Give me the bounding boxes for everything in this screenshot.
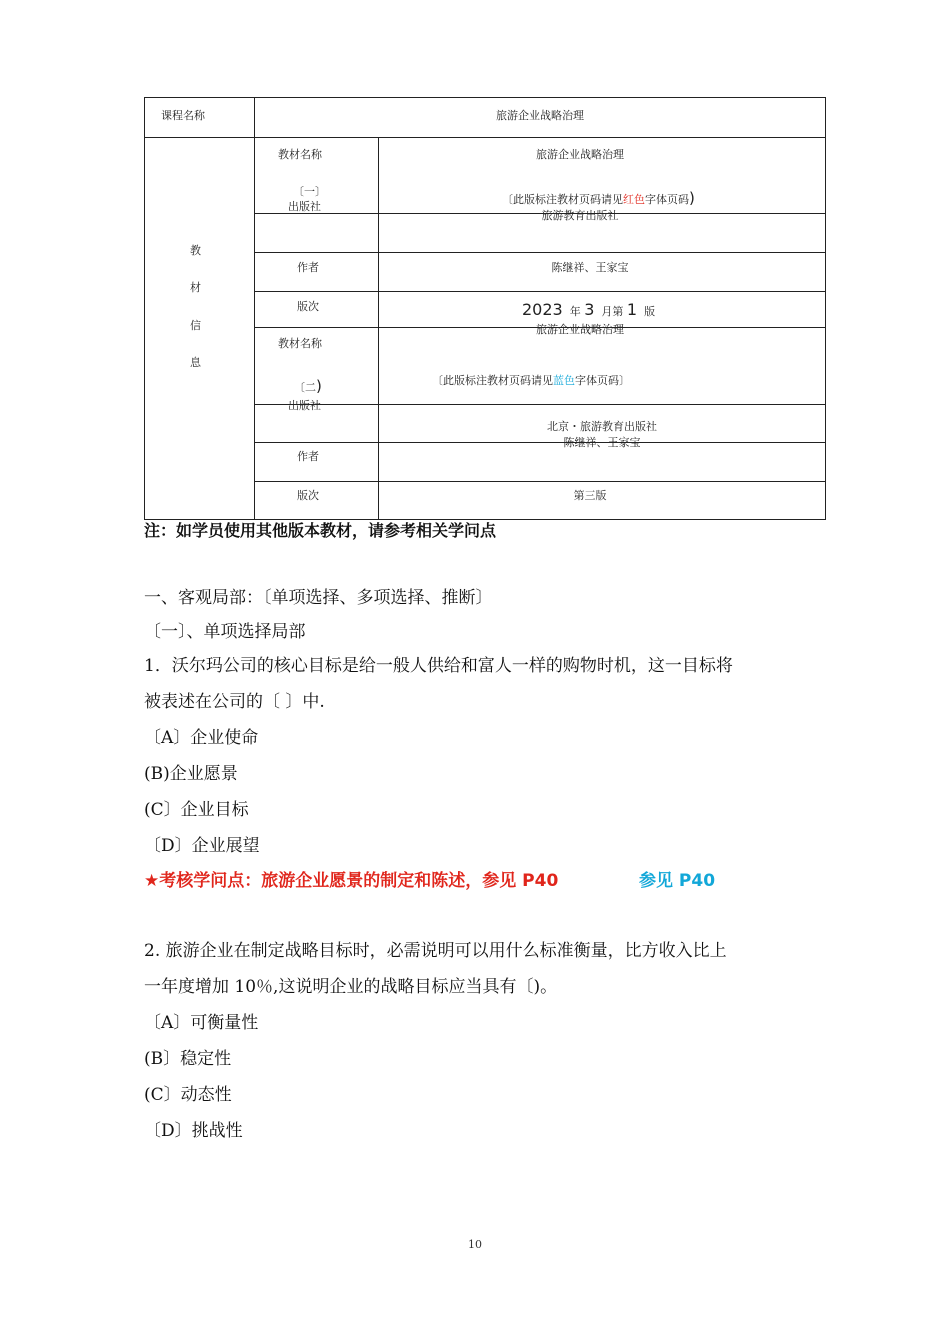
- q1-option-c: (C〕企业目标: [144, 800, 249, 820]
- book1-name-value: 旅游企业战略治理: [536, 148, 624, 161]
- q1-option-b: (B)企业愿景: [144, 764, 238, 784]
- book2-name-value: 旅游企业战略治理: [536, 323, 624, 336]
- page-number: 10: [468, 1238, 482, 1251]
- book2-author-value: 陈继祥、王家宝: [563, 436, 641, 449]
- q2-option-b: (B〕稳定性: [144, 1049, 232, 1069]
- q2-option-a: 〔A〕可衡量性: [144, 1013, 259, 1033]
- note-text: 字体页码: [645, 193, 689, 206]
- q2-option-d: 〔D〕挑战性: [144, 1121, 243, 1141]
- textbook-info-table: [144, 97, 826, 520]
- edition-year: 2023: [522, 300, 563, 319]
- subsection-title: 〔一〕、单项选择局部: [144, 622, 306, 642]
- q2-option-c: (C〕动态性: [144, 1085, 232, 1105]
- note-color-word: 蓝色: [553, 374, 575, 387]
- book1-publisher-value: 旅游教育出版社: [541, 209, 619, 222]
- note-text: 字体页码〕: [575, 374, 630, 387]
- book1-number: 〔一〕: [293, 185, 326, 198]
- book1-page-note: [502, 191, 695, 207]
- edition-month: 3: [584, 300, 595, 319]
- course-name-value: 旅游企业战略治理: [496, 109, 584, 122]
- book2-publisher-label: 出版社: [288, 399, 321, 412]
- book2-number-close: ): [316, 377, 322, 395]
- q1-key-point: ★考核学问点：旅游企业愿景的制定和陈述，参见 P40: [144, 871, 559, 891]
- section-title: 一、客观局部：〔单项选择、多项选择、推断〕: [144, 588, 493, 608]
- note-color-word: 红色: [623, 193, 645, 206]
- side-label-char: 息: [190, 356, 201, 369]
- note-text: 〔此版标注教材页码请见: [502, 193, 623, 206]
- book1-edition-value: [522, 300, 656, 319]
- side-label-char: 信: [190, 319, 201, 332]
- note-text: 〔此版标注教材页码请见: [432, 374, 553, 387]
- edition-text: 版: [644, 305, 656, 318]
- side-label-char: 教: [190, 244, 201, 257]
- q1-stem-line1: 1．沃尔玛公司的核心目标是给一般人供给和富人一样的购物时机，这一目标将: [144, 656, 733, 676]
- book2-page-note: [432, 374, 630, 388]
- book1-edition-label: 版次: [297, 300, 319, 313]
- q2-stem-line1: 2. 旅游企业在制定战略目标时，必需说明可以用什么标准衡量，比方收入比上: [144, 941, 727, 961]
- book2-publisher-value: 北京・旅游教育出版社: [547, 420, 657, 433]
- note-close: ): [689, 189, 695, 207]
- q1-option-a: 〔A〕企业使命: [144, 728, 259, 748]
- book1-author-value: 陈继祥、王家宝: [551, 261, 629, 274]
- book2-number: [294, 379, 322, 395]
- q1-key-reference: 参见 P40: [639, 871, 716, 891]
- book1-name-label: 教材名称: [278, 148, 322, 161]
- version-note: 注：如学员使用其他版本教材，请参考相关学问点: [144, 521, 497, 540]
- book1-author-label: 作者: [297, 261, 319, 274]
- book2-edition-label: 版次: [297, 489, 319, 502]
- book1-publisher-label: 出版社: [288, 200, 321, 213]
- book2-author-label: 作者: [297, 450, 319, 463]
- side-label-char: 材: [190, 281, 201, 294]
- edition-text: 年: [569, 305, 581, 318]
- q1-stem-line2: 被表述在公司的〔 〕中.: [144, 692, 325, 712]
- edition-number: 1: [626, 300, 638, 319]
- q1-option-d: 〔D〕企业展望: [144, 836, 260, 856]
- edition-text: 月第: [601, 305, 624, 318]
- book2-name-label: 教材名称: [278, 337, 322, 350]
- q2-stem-line2: 一年度增加 10％,这说明企业的战略目标应当具有〔)。: [144, 977, 558, 997]
- book2-edition-value: 第三版: [573, 489, 607, 502]
- course-name-label: 课程名称: [161, 109, 205, 122]
- book2-number-text: 〔二: [294, 381, 316, 394]
